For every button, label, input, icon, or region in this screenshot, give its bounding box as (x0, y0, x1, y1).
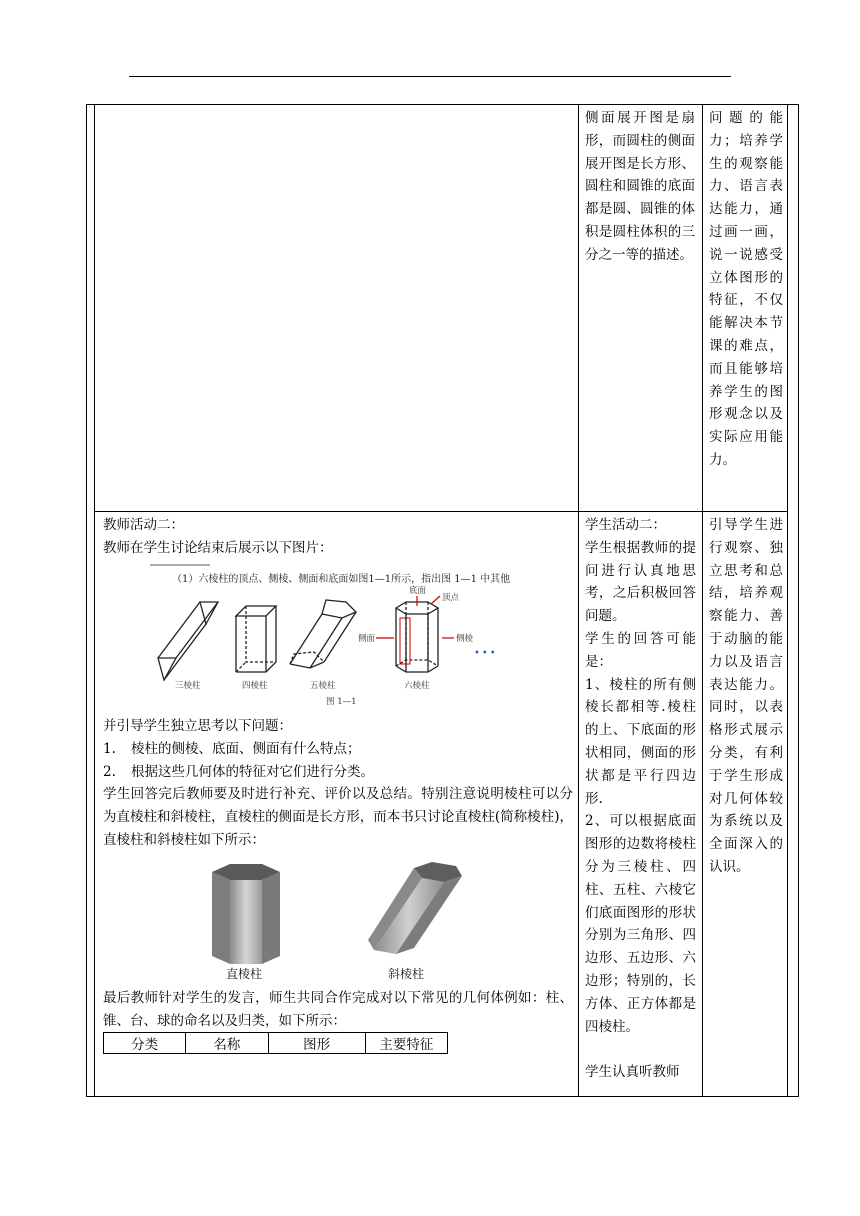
label-triangular-prism: 三棱柱 (175, 681, 201, 691)
right-prism-shape (212, 864, 280, 964)
teacher-activity-intro: 教师在学生讨论结束后展示以下图片： (103, 539, 333, 556)
teacher-final (103, 987, 573, 1033)
label-bottom-face: 底面 (409, 586, 427, 596)
student-activity-p3: 1、棱柱的所有侧棱长都相等.棱柱的上、下底面的形状相同，侧面的形状都是平行四边形. (585, 676, 696, 807)
triangular-prism-shape (158, 602, 218, 680)
student-activity-blank (585, 1038, 696, 1061)
classification-table (103, 1032, 448, 1054)
student-activity-title: 学生活动二： (585, 517, 666, 533)
teacher-activity-title: 教师活动二： (103, 517, 184, 533)
figure-caption: （1）六棱柱的顶点、侧棱、侧面和底面如图1—1所示，指出图 1—1 中其他 (172, 574, 511, 585)
student-activity-p5: 学生认真听教师 (585, 1064, 680, 1081)
teacher-final-text: 最后教师针对学生的发言，师生共同合作完成对以下常见的几何体例如：柱、锥、台、球的命名以及归类，如下所示： (103, 990, 573, 1029)
hexagonal-prism-shape (396, 602, 438, 672)
student-activity-cell (585, 514, 696, 1084)
question-1 (103, 738, 573, 761)
table-border-left-inner (94, 104, 95, 1097)
student-activity-p4: 2、可以根据底面图形的边数将棱柱分为三棱柱、四柱、五柱、六棱它们底面图形的形状分别为三角形、四边形、五边形、六边形；特别的，长方体、正方体都是四棱柱。 (585, 813, 696, 1035)
header-figure: 图形 (268, 1033, 365, 1054)
student-activity-p2: 学生的回答可能是： (585, 630, 696, 670)
label-side-face: 侧面 (358, 634, 376, 644)
label-quadrangular-prism: 四棱柱 (242, 681, 268, 691)
header-name: 名称 (186, 1033, 268, 1054)
question-2-num: 2. (103, 763, 116, 780)
pentagonal-prism-shape (290, 600, 356, 668)
row1-student-text: 侧面展开图是扇形，而圆柱的侧面展开图是长方形、圆柱和圆锥的底面都是圆、圆锥的体积是圆柱体积的三分之一等的描述。 (585, 110, 695, 263)
right-oblique-prism-figure (200, 856, 470, 984)
more-dots: ••• (474, 648, 498, 659)
header-category: 分类 (104, 1033, 186, 1054)
table-col-divider-1 (578, 104, 579, 1097)
question-2 (103, 761, 573, 784)
right-prism-label: 直棱柱 (226, 967, 263, 981)
label-hexagonal-prism: 六棱柱 (404, 681, 430, 691)
row2-goal-text: 引导学生进行观察、独立思考和总结，培养观察能力、善于动脑的能力以及语言表达能力。同时，以表格形式展示分类，有利于学生形成对几何体较为系统以及全面深入的认识。 (709, 517, 783, 875)
label-vertex: 顶点 (442, 593, 460, 603)
header-rule (129, 76, 731, 77)
quadrangular-prism-shape (236, 606, 276, 672)
table-col-divider-2 (702, 104, 703, 1097)
row2-goal-cell (709, 514, 783, 879)
table-row-divider (94, 511, 787, 512)
classification-header-row (104, 1033, 448, 1054)
label-pentagonal-prism: 五棱柱 (310, 681, 336, 691)
row1-student-cell (585, 107, 695, 267)
oblique-prism-label: 斜棱柱 (388, 967, 425, 981)
header-features: 主要特征 (365, 1033, 447, 1054)
question-2-text: 根据这些几何体的特征对它们进行分类。 (131, 763, 374, 780)
table-col-divider-3 (787, 104, 788, 1097)
row1-goal-cell (709, 107, 783, 472)
figure-number: 图 1—1 (326, 697, 357, 707)
question-1-num: 1. (103, 740, 116, 757)
teacher-questions (103, 715, 573, 852)
student-activity-p1: 学生根据教师的提问进行认真地思考，之后积极回答问题。 (585, 539, 696, 625)
row1-goal-text: 问题的能力；培养学生的观察能力、语言表达能力，通过画一画，说一说感受立体图形的特征，不仅能解决本节课的难点，而且能够培养学生的图形观念以及实际应用能力。 (709, 110, 783, 468)
label-side-edge: 侧棱 (456, 634, 474, 644)
guide-text: 并引导学生独立思考以下问题： (103, 718, 292, 734)
oblique-prism-shape (368, 862, 462, 954)
question-1-text: 棱柱的侧棱、底面、侧面有什么特点； (131, 740, 361, 757)
teacher-activity-header (103, 514, 573, 560)
prism-figure (150, 560, 520, 708)
teacher-summary: 学生回答完后教师要及时进行补充、评价以及总结。特别注意说明棱柱可以分为直棱柱和斜棱柱，直棱柱的侧面是长方形，而本书只讨论直棱柱(简称棱柱)，直棱柱和斜棱柱如下所示： (103, 786, 573, 848)
